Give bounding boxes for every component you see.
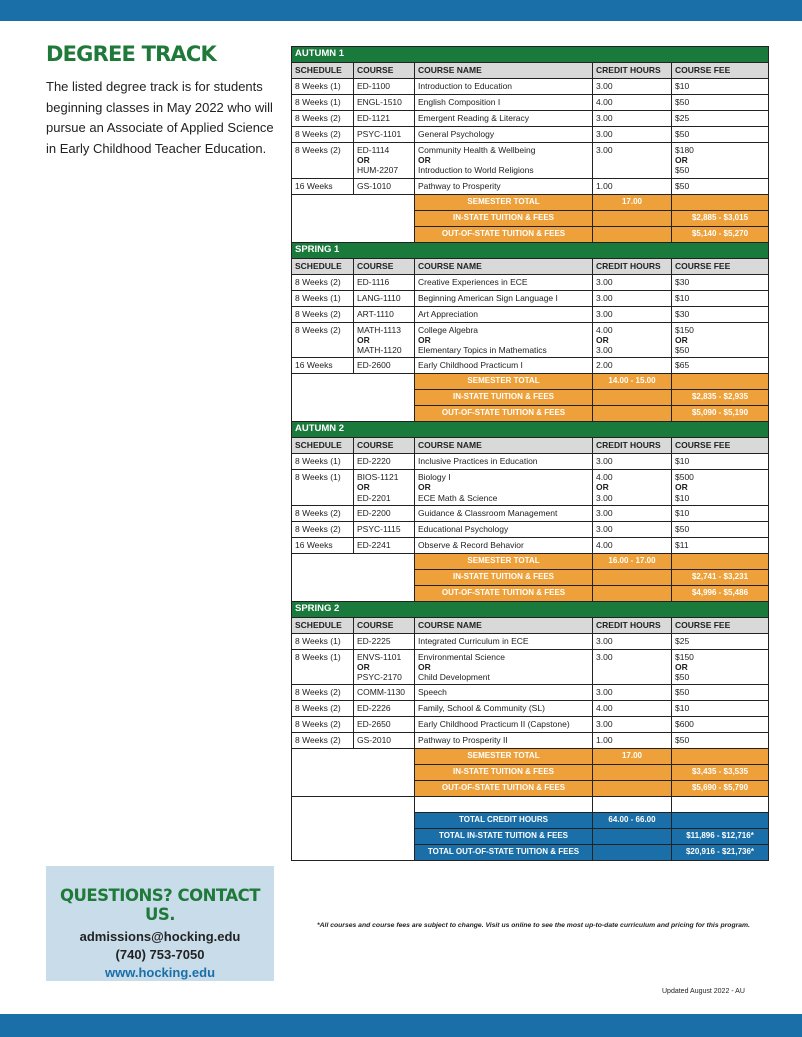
course-fee-cell: $500 OR $10 bbox=[672, 470, 769, 506]
course-fee-cell: $25 bbox=[672, 111, 769, 127]
total-fee: $3,435 - $3,535 bbox=[672, 765, 769, 781]
course-code-cell: GS-1010 bbox=[354, 178, 415, 194]
bottom-banner-bar bbox=[0, 1014, 802, 1037]
course-row bbox=[292, 127, 769, 143]
or-label: OR bbox=[418, 482, 431, 493]
course-row bbox=[292, 322, 769, 358]
total-fee: $2,885 - $3,015 bbox=[672, 210, 769, 226]
total-fee: $2,741 - $3,231 bbox=[672, 569, 769, 585]
total-fee bbox=[672, 553, 769, 569]
updated-date: Updated August 2022 - AU bbox=[662, 988, 745, 995]
contact-heading: QUESTIONS? CONTACT US. bbox=[59, 886, 261, 924]
course-code-cell: PSYC-1115 bbox=[354, 521, 415, 537]
column-header: COURSE bbox=[354, 63, 415, 79]
course-name-cell: General Psychology bbox=[415, 127, 593, 143]
total-credit bbox=[593, 226, 672, 242]
credit-hours-cell: 2.00 bbox=[593, 358, 672, 374]
column-header: COURSE NAME bbox=[415, 258, 593, 274]
degree-track-table bbox=[291, 46, 769, 861]
column-header-row bbox=[292, 617, 769, 633]
course-code-cell: ED-1121 bbox=[354, 111, 415, 127]
page-title: DEGREE TRACK bbox=[46, 42, 217, 66]
credit-hours-cell: 4.00 bbox=[593, 537, 672, 553]
credit-hours-cell: 4.00 OR 3.00 bbox=[593, 470, 672, 506]
column-header: COURSE NAME bbox=[415, 438, 593, 454]
credit-hours-cell: 3.00 bbox=[593, 290, 672, 306]
course-name-cell: Environmental Science OR Child Development bbox=[415, 649, 593, 685]
column-header: SCHEDULE bbox=[292, 438, 354, 454]
or-label: OR bbox=[675, 334, 688, 345]
total-label: OUT-OF-STATE TUITION & FEES bbox=[415, 226, 593, 242]
schedule-cell: 8 Weeks (2) bbox=[292, 274, 354, 290]
total-label: IN-STATE TUITION & FEES bbox=[415, 390, 593, 406]
credit-hours-cell: 3.00 bbox=[593, 79, 672, 95]
credit-hours-cell: 1.00 bbox=[593, 178, 672, 194]
course-row bbox=[292, 733, 769, 749]
grand-total-fee: $20,916 - $21,736* bbox=[672, 845, 769, 861]
course-fee-cell: $10 bbox=[672, 290, 769, 306]
total-credit bbox=[593, 390, 672, 406]
total-label: OUT-OF-STATE TUITION & FEES bbox=[415, 781, 593, 797]
course-code-cell: ED-2200 bbox=[354, 505, 415, 521]
blank-cell bbox=[415, 797, 593, 813]
column-header: COURSE bbox=[354, 617, 415, 633]
course-name-cell: Emergent Reading & Literacy bbox=[415, 111, 593, 127]
top-banner-bar bbox=[0, 0, 802, 21]
total-fee bbox=[672, 194, 769, 210]
schedule-cell: 16 Weeks bbox=[292, 537, 354, 553]
column-header-row bbox=[292, 258, 769, 274]
course-row bbox=[292, 79, 769, 95]
course-name-cell: College Algebra OR Elementary Topics in Mathematics bbox=[415, 322, 593, 358]
schedule-cell: 8 Weeks (2) bbox=[292, 505, 354, 521]
column-header: SCHEDULE bbox=[292, 617, 354, 633]
grand-total-fee: $11,896 - $12,716* bbox=[672, 829, 769, 845]
credit-hours-cell: 3.00 bbox=[593, 143, 672, 179]
contact-email[interactable]: admissions@hocking.edu bbox=[79, 929, 241, 944]
course-row bbox=[292, 111, 769, 127]
credit-hours-cell: 4.00 bbox=[593, 95, 672, 111]
total-credit: 14.00 - 15.00 bbox=[593, 374, 672, 390]
course-row bbox=[292, 178, 769, 194]
column-header: CREDIT HOURS bbox=[593, 258, 672, 274]
total-credit bbox=[593, 210, 672, 226]
or-label: OR bbox=[675, 482, 688, 493]
grand-total-label: TOTAL OUT-OF-STATE TUITION & FEES bbox=[415, 845, 593, 861]
course-fee-cell: $10 bbox=[672, 454, 769, 470]
total-label: SEMESTER TOTAL bbox=[415, 749, 593, 765]
contact-box bbox=[46, 866, 274, 981]
course-code-cell: MATH-1113 OR MATH-1120 bbox=[354, 322, 415, 358]
column-header: CREDIT HOURS bbox=[593, 617, 672, 633]
course-name-cell: Guidance & Classroom Management bbox=[415, 505, 593, 521]
schedule-cell: 8 Weeks (2) bbox=[292, 733, 354, 749]
course-fee-cell: $10 bbox=[672, 79, 769, 95]
total-label: OUT-OF-STATE TUITION & FEES bbox=[415, 585, 593, 601]
schedule-cell: 8 Weeks (2) bbox=[292, 717, 354, 733]
column-header: COURSE FEE bbox=[672, 438, 769, 454]
column-header: CREDIT HOURS bbox=[593, 438, 672, 454]
course-row bbox=[292, 95, 769, 111]
total-label: OUT-OF-STATE TUITION & FEES bbox=[415, 406, 593, 422]
course-code-cell: COMM-1130 bbox=[354, 685, 415, 701]
credit-hours-cell: 3.00 bbox=[593, 717, 672, 733]
or-label: OR bbox=[418, 155, 431, 166]
course-name-cell: Community Health & Wellbeing OR Introduction to World Religions bbox=[415, 143, 593, 179]
semester-title: SPRING 2 bbox=[292, 601, 769, 617]
semester-title: AUTUMN 2 bbox=[292, 422, 769, 438]
course-name-cell: Beginning American Sign Language I bbox=[415, 290, 593, 306]
or-label: OR bbox=[675, 662, 688, 673]
course-fee-cell: $10 bbox=[672, 505, 769, 521]
semester-total-row bbox=[292, 749, 769, 765]
course-row bbox=[292, 537, 769, 553]
course-name-cell: Observe & Record Behavior bbox=[415, 537, 593, 553]
column-header: COURSE NAME bbox=[415, 617, 593, 633]
column-header: COURSE bbox=[354, 438, 415, 454]
schedule-cell: 8 Weeks (1) bbox=[292, 290, 354, 306]
course-name-cell: Family, School & Community (SL) bbox=[415, 701, 593, 717]
course-fee-cell: $600 bbox=[672, 717, 769, 733]
total-credit bbox=[593, 781, 672, 797]
course-name-cell: Creative Experiences in ECE bbox=[415, 274, 593, 290]
total-fee: $5,090 - $5,190 bbox=[672, 406, 769, 422]
column-header: SCHEDULE bbox=[292, 258, 354, 274]
schedule-cell: 16 Weeks bbox=[292, 358, 354, 374]
schedule-cell: 8 Weeks (2) bbox=[292, 322, 354, 358]
semester-total-row bbox=[292, 194, 769, 210]
credit-hours-cell: 4.00 OR 3.00 bbox=[593, 322, 672, 358]
column-header: COURSE NAME bbox=[415, 63, 593, 79]
course-fee-cell: $10 bbox=[672, 701, 769, 717]
course-name-cell: Speech bbox=[415, 685, 593, 701]
course-code-cell: PSYC-1101 bbox=[354, 127, 415, 143]
total-fee bbox=[672, 374, 769, 390]
schedule-cell: 8 Weeks (2) bbox=[292, 521, 354, 537]
schedule-cell: 8 Weeks (2) bbox=[292, 306, 354, 322]
spacer-row bbox=[292, 797, 769, 813]
column-header: COURSE FEE bbox=[672, 258, 769, 274]
schedule-cell: 8 Weeks (2) bbox=[292, 701, 354, 717]
credit-hours-cell: 3.00 bbox=[593, 111, 672, 127]
total-credit: 16.00 - 17.00 bbox=[593, 553, 672, 569]
blank-cell bbox=[292, 374, 415, 422]
schedule-cell: 8 Weeks (1) bbox=[292, 454, 354, 470]
course-code-cell: ED-2226 bbox=[354, 701, 415, 717]
or-label: OR bbox=[596, 482, 609, 493]
course-fee-cell: $150 OR $50 bbox=[672, 322, 769, 358]
course-code-cell: ED-2650 bbox=[354, 717, 415, 733]
course-row bbox=[292, 274, 769, 290]
or-label: OR bbox=[357, 155, 370, 166]
credit-hours-cell: 3.00 bbox=[593, 454, 672, 470]
course-code-cell: ED-1116 bbox=[354, 274, 415, 290]
or-label: OR bbox=[357, 662, 370, 673]
course-code-cell: ED-2241 bbox=[354, 537, 415, 553]
course-fee-cell: $50 bbox=[672, 95, 769, 111]
course-fee-cell: $50 bbox=[672, 127, 769, 143]
course-code-cell: ED-2225 bbox=[354, 633, 415, 649]
grand-total-label: TOTAL CREDIT HOURS bbox=[415, 813, 593, 829]
course-code-cell: ENGL-1510 bbox=[354, 95, 415, 111]
blank-cell bbox=[292, 797, 415, 861]
blank-cell bbox=[292, 194, 415, 242]
course-row bbox=[292, 521, 769, 537]
credit-hours-cell: 3.00 bbox=[593, 274, 672, 290]
course-row bbox=[292, 306, 769, 322]
blank-cell bbox=[593, 797, 672, 813]
or-label: OR bbox=[357, 482, 370, 493]
column-header-row bbox=[292, 438, 769, 454]
course-code-cell: ED-2600 bbox=[354, 358, 415, 374]
total-label: IN-STATE TUITION & FEES bbox=[415, 765, 593, 781]
course-fee-cell: $65 bbox=[672, 358, 769, 374]
course-name-cell: Early Childhood Practicum I bbox=[415, 358, 593, 374]
schedule-cell: 8 Weeks (1) bbox=[292, 95, 354, 111]
grand-total-credit: 64.00 - 66.00 bbox=[593, 813, 672, 829]
course-code-cell: ED-1114 OR HUM-2207 bbox=[354, 143, 415, 179]
course-name-cell: Integrated Curriculum in ECE bbox=[415, 633, 593, 649]
schedule-cell: 16 Weeks bbox=[292, 178, 354, 194]
semester-heading-row bbox=[292, 242, 769, 258]
course-row bbox=[292, 701, 769, 717]
contact-phone[interactable]: (740) 753-7050 bbox=[115, 947, 205, 962]
or-label: OR bbox=[418, 662, 431, 673]
credit-hours-cell: 3.00 bbox=[593, 685, 672, 701]
total-label: IN-STATE TUITION & FEES bbox=[415, 569, 593, 585]
course-name-cell: Inclusive Practices in Education bbox=[415, 454, 593, 470]
semester-title: SPRING 1 bbox=[292, 242, 769, 258]
course-name-cell: Art Appreciation bbox=[415, 306, 593, 322]
credit-hours-cell: 3.00 bbox=[593, 306, 672, 322]
course-fee-cell: $25 bbox=[672, 633, 769, 649]
grand-total-credit bbox=[593, 829, 672, 845]
course-code-cell: ED-1100 bbox=[354, 79, 415, 95]
credit-hours-cell: 3.00 bbox=[593, 505, 672, 521]
grand-total-credit bbox=[593, 845, 672, 861]
column-header: SCHEDULE bbox=[292, 63, 354, 79]
course-fee-cell: $50 bbox=[672, 521, 769, 537]
course-fee-cell: $30 bbox=[672, 274, 769, 290]
intro-paragraph: The listed degree track is for students beginning classes in May 2022 who will pursue an Associate of Applied Science in Early Childhood Teacher Education. bbox=[46, 79, 274, 157]
course-row bbox=[292, 633, 769, 649]
course-row bbox=[292, 505, 769, 521]
semester-heading-row bbox=[292, 47, 769, 63]
contact-website[interactable]: www.hocking.edu bbox=[104, 965, 216, 980]
credit-hours-cell: 3.00 bbox=[593, 633, 672, 649]
course-fee-cell: $50 bbox=[672, 685, 769, 701]
course-fee-cell: $11 bbox=[672, 537, 769, 553]
column-header-row bbox=[292, 63, 769, 79]
credit-hours-cell: 3.00 bbox=[593, 127, 672, 143]
total-fee: $5,690 - $5,790 bbox=[672, 781, 769, 797]
total-fee: $4,996 - $5,486 bbox=[672, 585, 769, 601]
course-fee-cell: $180 OR $50 bbox=[672, 143, 769, 179]
course-row bbox=[292, 470, 769, 506]
credit-hours-cell: 4.00 bbox=[593, 701, 672, 717]
total-credit bbox=[593, 406, 672, 422]
course-name-cell: Educational Psychology bbox=[415, 521, 593, 537]
semester-total-row bbox=[292, 374, 769, 390]
course-row bbox=[292, 649, 769, 685]
course-fee-cell: $30 bbox=[672, 306, 769, 322]
schedule-cell: 8 Weeks (1) bbox=[292, 649, 354, 685]
total-fee bbox=[672, 749, 769, 765]
course-code-cell: ENVS-1101 OR PSYC-2170 bbox=[354, 649, 415, 685]
schedule-cell: 8 Weeks (1) bbox=[292, 79, 354, 95]
or-label: OR bbox=[596, 334, 609, 345]
schedule-cell: 8 Weeks (1) bbox=[292, 633, 354, 649]
footnote: *All courses and course fees are subject to change. Visit us online to see the most up-to-date curriculum and pricing for this program. bbox=[317, 922, 750, 929]
course-name-cell: Pathway to Prosperity bbox=[415, 178, 593, 194]
or-label: OR bbox=[675, 155, 688, 166]
semester-total-row bbox=[292, 553, 769, 569]
schedule-cell: 8 Weeks (1) bbox=[292, 470, 354, 506]
course-code-cell: ED-2220 bbox=[354, 454, 415, 470]
total-credit: 17.00 bbox=[593, 194, 672, 210]
total-credit: 17.00 bbox=[593, 749, 672, 765]
course-code-cell: LANG-1110 bbox=[354, 290, 415, 306]
total-fee: $5,140 - $5,270 bbox=[672, 226, 769, 242]
course-name-cell: Biology I OR ECE Math & Science bbox=[415, 470, 593, 506]
course-name-cell: Early Childhood Practicum II (Capstone) bbox=[415, 717, 593, 733]
course-name-cell: English Composition I bbox=[415, 95, 593, 111]
blank-cell bbox=[292, 553, 415, 601]
course-row bbox=[292, 143, 769, 179]
credit-hours-cell: 1.00 bbox=[593, 733, 672, 749]
grand-total-fee bbox=[672, 813, 769, 829]
column-header: CREDIT HOURS bbox=[593, 63, 672, 79]
schedule-cell: 8 Weeks (2) bbox=[292, 143, 354, 179]
course-code-cell: GS-2010 bbox=[354, 733, 415, 749]
schedule-cell: 8 Weeks (2) bbox=[292, 111, 354, 127]
course-fee-cell: $150 OR $50 bbox=[672, 649, 769, 685]
course-row bbox=[292, 454, 769, 470]
credit-hours-cell: 3.00 bbox=[593, 521, 672, 537]
semester-title: AUTUMN 1 bbox=[292, 47, 769, 63]
column-header: COURSE FEE bbox=[672, 63, 769, 79]
blank-cell bbox=[292, 749, 415, 797]
total-label: SEMESTER TOTAL bbox=[415, 374, 593, 390]
grand-total-label: TOTAL IN-STATE TUITION & FEES bbox=[415, 829, 593, 845]
total-label: SEMESTER TOTAL bbox=[415, 553, 593, 569]
total-label: IN-STATE TUITION & FEES bbox=[415, 210, 593, 226]
total-credit bbox=[593, 569, 672, 585]
total-fee: $2,835 - $2,935 bbox=[672, 390, 769, 406]
column-header: COURSE bbox=[354, 258, 415, 274]
or-label: OR bbox=[418, 334, 431, 345]
course-fee-cell: $50 bbox=[672, 733, 769, 749]
total-credit bbox=[593, 765, 672, 781]
total-label: SEMESTER TOTAL bbox=[415, 194, 593, 210]
course-row bbox=[292, 358, 769, 374]
schedule-cell: 8 Weeks (2) bbox=[292, 685, 354, 701]
column-header: COURSE FEE bbox=[672, 617, 769, 633]
blank-cell bbox=[672, 797, 769, 813]
total-credit bbox=[593, 585, 672, 601]
course-name-cell: Pathway to Prosperity II bbox=[415, 733, 593, 749]
course-code-cell: BIOS-1121 OR ED-2201 bbox=[354, 470, 415, 506]
course-row bbox=[292, 685, 769, 701]
course-row bbox=[292, 717, 769, 733]
schedule-cell: 8 Weeks (2) bbox=[292, 127, 354, 143]
or-label: OR bbox=[357, 334, 370, 345]
credit-hours-cell: 3.00 bbox=[593, 649, 672, 685]
course-name-cell: Introduction to Education bbox=[415, 79, 593, 95]
semester-heading-row bbox=[292, 601, 769, 617]
course-row bbox=[292, 290, 769, 306]
course-code-cell: ART-1110 bbox=[354, 306, 415, 322]
semester-heading-row bbox=[292, 422, 769, 438]
course-fee-cell: $50 bbox=[672, 178, 769, 194]
